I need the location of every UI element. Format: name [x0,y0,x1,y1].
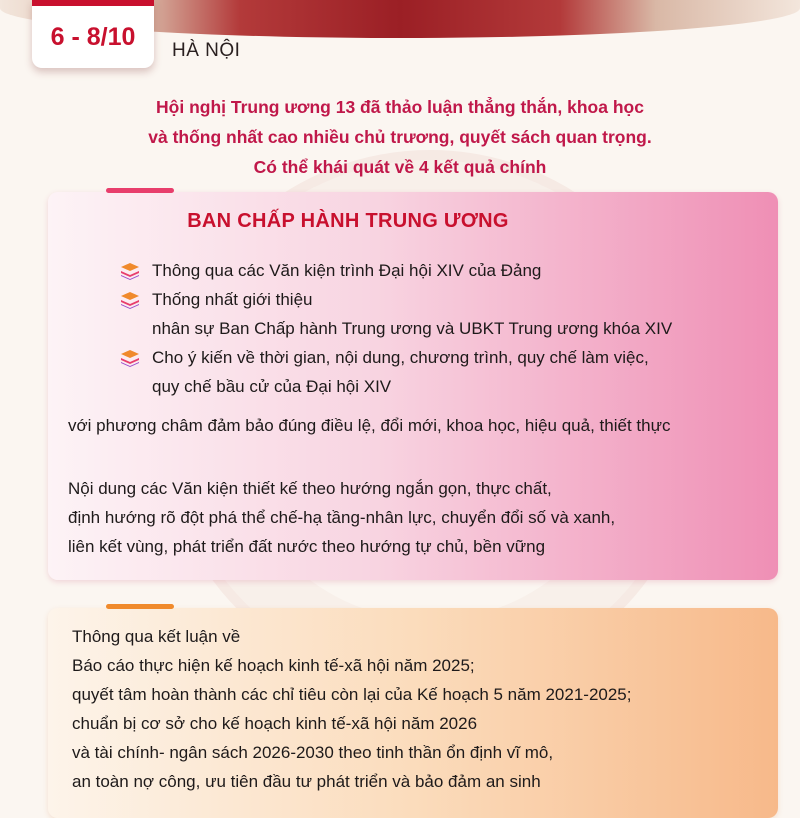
motto-text: với phương châm đảm bảo đúng điều lệ, đổi mới, khoa học, hiệu quả, thiết thực [68,416,671,435]
date-badge [32,0,154,68]
city-label: HÀ NỘI [172,40,241,61]
bullet-list [120,256,672,401]
conclusion-line: và tài chính- ngân sách 2026-2030 theo tinh thần ổn định vĩ mô, [72,743,554,762]
list-item [120,343,672,401]
list-item [120,285,672,343]
conclusion-line: an toàn nợ công, ưu tiên đầu tư phát triển và bảo đảm an sinh [72,772,541,791]
stacked-layers-icon [120,349,140,367]
bullet-text: Thông qua các Văn kiện trình Đại hội XIV của Đảng [152,261,542,280]
documents-line: liên kết vùng, phát triển đất nước theo hướng tự chủ, bền vững [68,537,546,556]
bullet-text: Cho ý kiến về thời gian, nội dung, chương trình, quy chế làm việc, [152,348,649,367]
card-title: BAN CHẤP HÀNH TRUNG ƯƠNG [187,210,509,232]
stacked-layers-icon [120,262,140,280]
conclusion-text [72,622,632,796]
card-accent-bar [106,188,174,193]
bullet-text: quy chế bầu cử của Đại hội XIV [152,377,392,396]
documents-line: định hướng rõ đột phá thể chế-hạ tầng-nhân lực, chuyển đổi số và xanh, [68,508,616,527]
documents-description [68,474,615,561]
intro-summary [60,92,740,182]
documents-line: Nội dung các Văn kiện thiết kế theo hướng ngắn gọn, thực chất, [68,479,552,498]
intro-line: và thống nhất cao nhiều chủ trương, quyết sách quan trọng. [148,127,652,147]
stacked-layers-icon [120,291,140,309]
conclusion-line: Báo cáo thực hiện kế hoạch kinh tế-xã hội năm 2025; [72,656,475,675]
date-text: 6 - 8/10 [50,22,136,51]
card-accent-bar [106,604,174,609]
intro-line: Hội nghị Trung ương 13 đã thảo luận thẳng thắn, khoa học [156,97,644,117]
bullet-text: Thống nhất giới thiệu [152,290,313,309]
bullet-text: nhân sự Ban Chấp hành Trung ương và UBKT Trung ương khóa XIV [152,319,673,338]
economic-conclusion-card [48,608,778,818]
conclusion-line: quyết tâm hoàn thành các chỉ tiêu còn lại của Kế hoạch 5 năm 2021-2025; [72,685,632,704]
conclusion-line: chuẩn bị cơ sở cho kế hoạch kinh tế-xã hội năm 2026 [72,714,478,733]
conclusion-line: Thông qua kết luận về [72,627,241,646]
list-item [120,256,672,285]
central-committee-card [48,192,778,580]
intro-line: Có thể khái quát về 4 kết quả chính [253,157,547,177]
